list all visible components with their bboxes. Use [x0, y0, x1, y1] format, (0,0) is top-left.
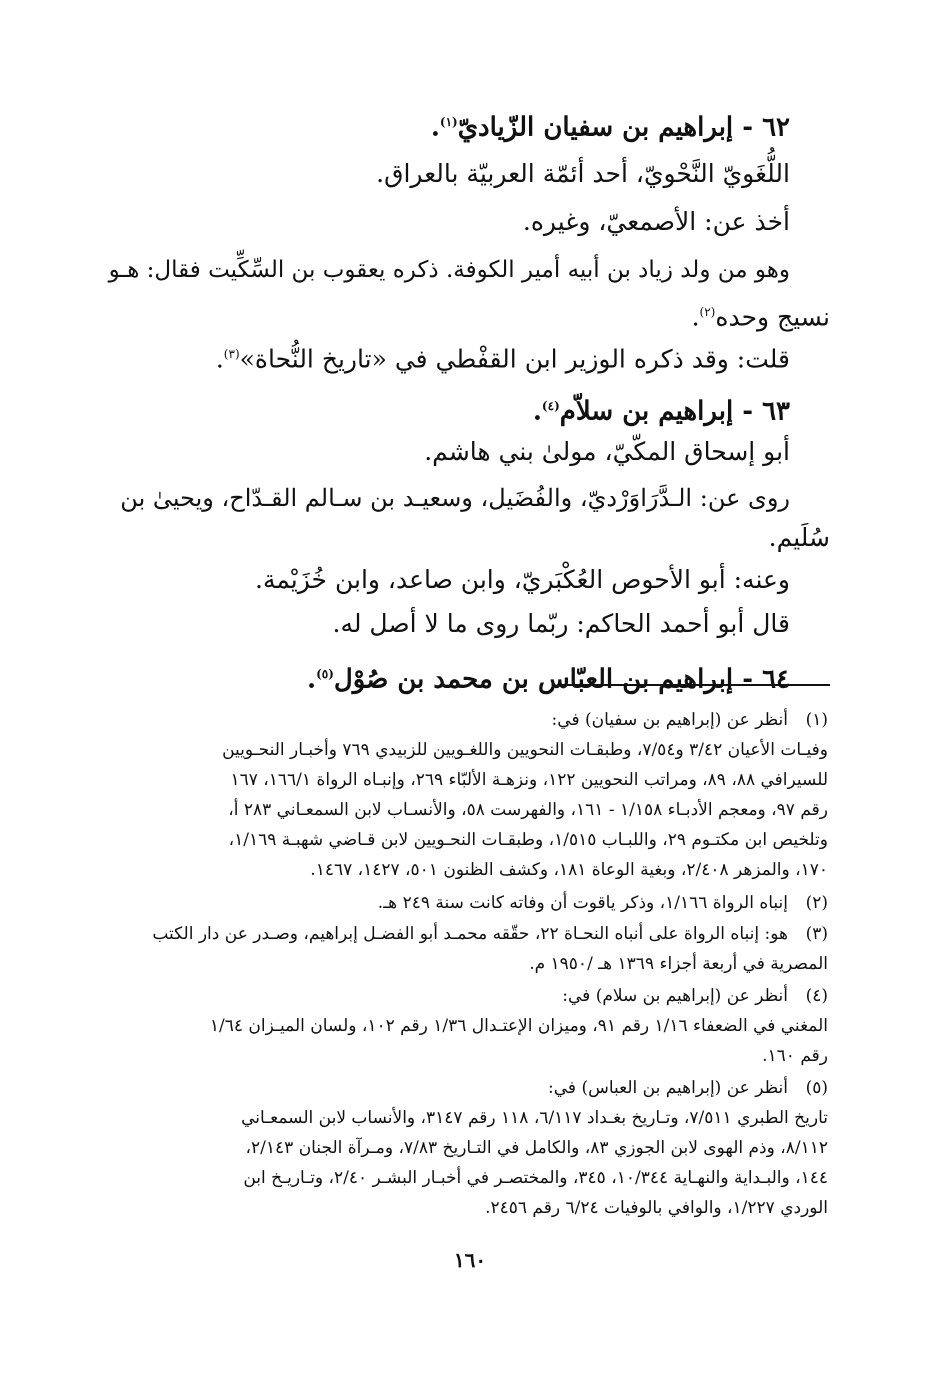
- footnote-ref-1[interactable]: (١): [439, 115, 458, 129]
- footnote-1-line-2: وفيـات الأعيان ٣/٤٢ و٧/٥٤، وطبقـات النحويين واللغـويين للزبيدي ٧٦٩ وأخبـار النحـويين: [222, 740, 828, 760]
- footnote-5-line-3: ٨/١١٢، وذم الهوى لابن الجوزي ٨٣، والكامل في التـاريخ ٧/٨٣، ومـرآة الجنان ٢/١٤٣،: [245, 1138, 828, 1158]
- footnote-ref-5[interactable]: (٥): [316, 667, 334, 681]
- entry-62-line-5: قلت: وقد ذكره الوزير ابن القفْطي في «تاريخ النُّحاة»$^{(٣)}$.: [215, 344, 790, 374]
- footnote-1-line-6: ١٧٠، والمزهر ٢/٤٠٨، وبغية الوعاة ١٨١، وكشف الظنون ٥٠١، ١٤٢٧، ١٤٦٧.: [310, 860, 828, 880]
- entry-64-title: ٦٤ - إبراهيم بن العبّاس بن محمد بن صُوْل$^{(٥)}$.: [307, 664, 790, 695]
- footnote-1: [108, 706, 828, 735]
- footnote-5-line-2: تاريخ الطبري ٧/٥١١، وتـاريخ بغـداد ٦/١١٧، ١١٨ رقم ٣١٤٧، والأنساب لابن السمعـاني: [241, 1108, 828, 1128]
- footnote-3-line-2: المصرية في أربعة أجزاء ١٣٦٩ هـ /١٩٥٠ م.: [529, 954, 828, 974]
- footnote-5-line-1: أنظر عن (إبراهيم بن العباس) في:: [548, 1078, 788, 1098]
- entry-62-line-4-text: نسيج وحده: [715, 302, 830, 332]
- footnote-1-line-3: للسيرافي ٨٨، ٨٩، ومراتب النحويين ١٢٢، ونزهـة الألبّاء ٢٦٩، وإنبـاه الرواة ١٦٦/١، ١٦٧: [230, 770, 828, 790]
- footnote-3: [108, 920, 828, 949]
- entry-63-line-2: روى عن: الـدَّرَاوَرْديّ، والفُضَيل، وسعيـد بن سـالم القـدّاح، ويحيىٰ بن: [120, 484, 790, 512]
- footnote-4-number: (٤): [805, 986, 828, 1006]
- footnote-ref-4[interactable]: (٤): [541, 399, 560, 413]
- footnote-4-line-1: أنظر عن (إبراهيم بن سلام) في:: [562, 986, 788, 1006]
- entry-62-line-4: نسيج وحده$^{(٢)}$.: [691, 302, 830, 332]
- footnote-separator: [562, 684, 830, 686]
- footnote-5-number: (٥): [805, 1078, 828, 1098]
- footnote-2-number: (٢): [805, 893, 828, 913]
- footnote-1-line-5: وتلخيص ابن مكتـوم ٢٩، واللبـاب ١/٥١٥، وطبقـات النحـويين لابن قـاضي شهبـة ١/١٦٩،: [228, 830, 828, 850]
- entry-63-line-4: وعنه: أبو الأحوص العُكْبَريّ، وابن صاعد، وابن خُزَيْمة.: [255, 565, 790, 594]
- entry-63-line-1: أبو إسحاق المكّيّ، مولىٰ بني هاشم.: [424, 437, 790, 466]
- footnote-5-line-5: الوردي ١/٢٢٧، والوافي بالوفيات ٦/٢٤ رقم ٢٤٥٦.: [485, 1198, 828, 1218]
- entry-62-line-5-text: قلت: وقد ذكره الوزير ابن القفْطي في «تاريخ النُّحاة»: [239, 344, 790, 374]
- footnote-ref-3[interactable]: (٣): [223, 347, 240, 361]
- footnote-3-line-1: هو: إنباه الرواة على أنباه النحـاة ٢٢، حقّقه محمـد أبو الفضـل إبراهيم، وصـدر عن دار الكتب: [152, 924, 788, 944]
- entry-62-line-3: وهو من ولد زياد بن أبيه أمير الكوفة. ذكره يعقوب بن السِّكِّيت فقال: هـو: [108, 257, 790, 283]
- footnote-5-line-4: ١٤٤، والبـداية والنهـاية ١٠/٣٤٤، ٣٤٥، والمختصـر في أخبـار البشـر ٢/٤٠، وتـاريـخ ابن: [243, 1168, 828, 1188]
- page-number: ١٦٠: [453, 1248, 487, 1272]
- footnote-1-number: (١): [805, 710, 828, 730]
- footnote-2: [108, 889, 828, 918]
- footnote-1-line-1: أنظر عن (إبراهيم بن سفيان) في:: [551, 710, 788, 730]
- entry-63-line-3: سُلَيم.: [768, 523, 830, 552]
- entry-64-title-text: ٦٤ - إبراهيم بن العبّاس بن محمد بن صُوْل: [333, 664, 790, 695]
- entry-62-line-2: أخذ عن: الأصمعيّ، وغيره.: [522, 207, 790, 236]
- entry-63-title-text: ٦٣ - إبراهيم بن سلاّم: [559, 396, 790, 427]
- footnote-4: [108, 982, 828, 1011]
- footnote-2-line-1: إنباه الرواة ١/١٦٦، وذكر ياقوت أن وفاته كانت سنة ٢٤٩ هـ.: [377, 893, 788, 913]
- footnote-1-line-4: رقم ٩٧، ومعجم الأدبـاء ١/١٥٨ - ١٦١، والفهرست ٥٨، والأنسـاب لابن السمعـاني ٢٨٣ أ،: [228, 800, 828, 820]
- entry-62-title-text: ٦٢ - إبراهيم بن سفيان الزّياديّ: [457, 112, 790, 143]
- footnote-4-line-2: المغني في الضعفاء ١/١٦ رقم ٩١، وميزان الإعتـدال ١/٣٦ رقم ١٠٢، ولسان الميـزان ١/٦٤: [209, 1016, 828, 1036]
- footnote-5: [108, 1074, 828, 1103]
- footnote-4-line-3: رقم ١٦٠.: [762, 1046, 828, 1066]
- entry-63-title: ٦٣ - إبراهيم بن سلاّم$^{(٤)}$.: [532, 396, 790, 427]
- entry-62-title: ٦٢ - إبراهيم بن سفيان الزّياديّ$^{(١)}$.: [430, 112, 790, 143]
- footnote-3-number: (٣): [805, 924, 828, 944]
- entry-63-line-5: قال أبو أحمد الحاكم: ربّما روى ما لا أصل له.: [332, 609, 790, 638]
- entry-62-line-1: اللُّغَويّ النَّحْويّ، أحد أئمّة العربيّة بالعراق.: [376, 159, 790, 188]
- footnote-ref-2[interactable]: (٢): [699, 305, 716, 319]
